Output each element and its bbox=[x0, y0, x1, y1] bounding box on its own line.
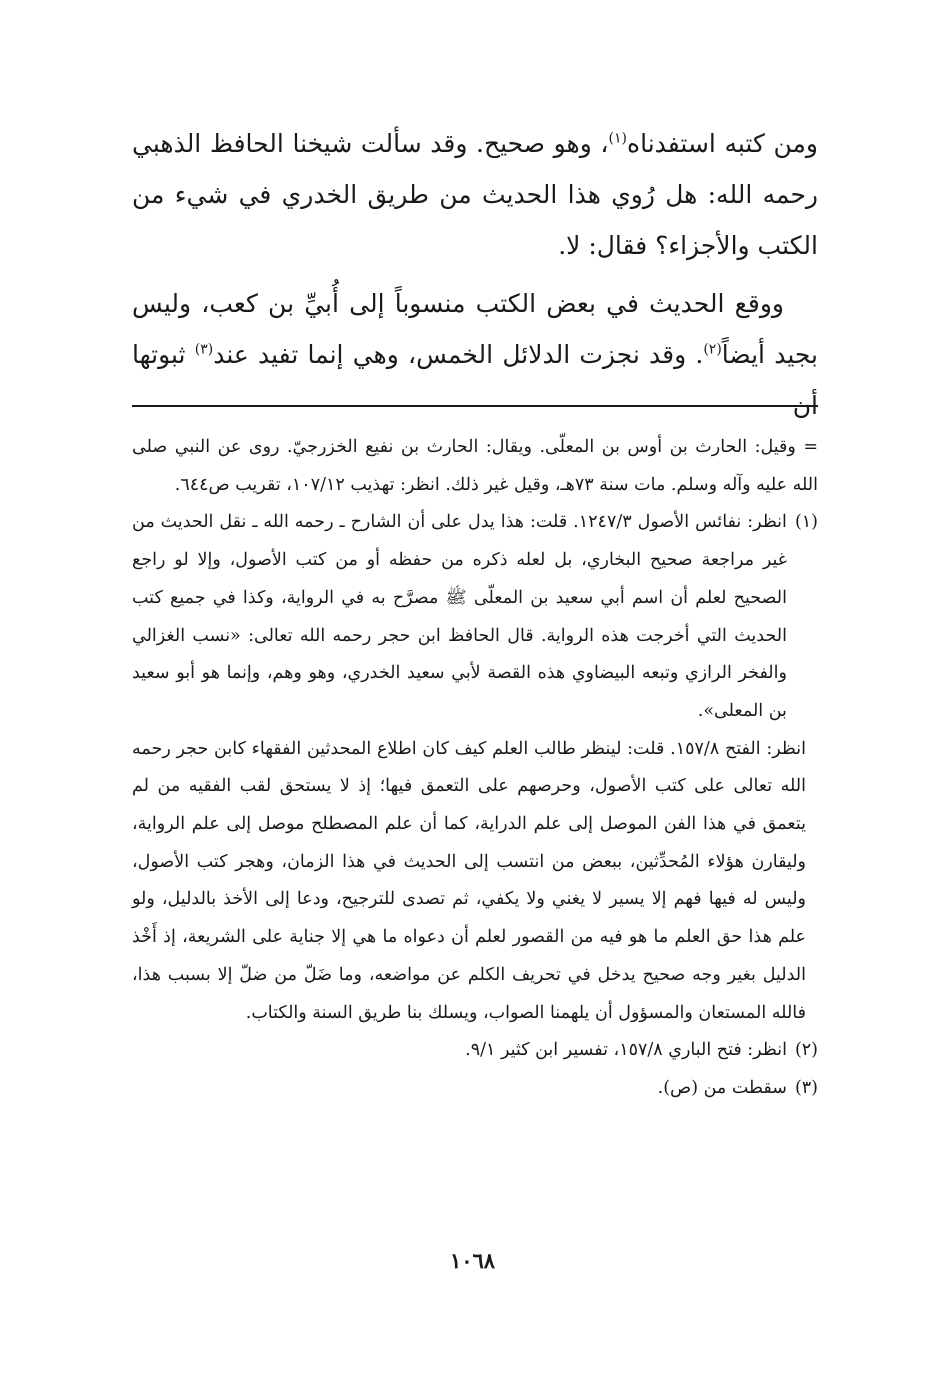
main-p2-text-a: ووقع الحديث في بعض الكتب منسوباً إلى أُبيِّ بن كعب، وليس بجيد أيضاً bbox=[132, 289, 818, 369]
footnote-1 bbox=[132, 504, 818, 730]
main-p1-text-b: ، وهو صحيح. وقد سألت شيخنا الحافظ الذهبي رحمه الله: هل رُوي هذا الحديث من طريق الخدري في شيء من الكتب والأجزاء؟ فقال: لا. bbox=[132, 129, 818, 260]
footnote-separator bbox=[132, 405, 818, 407]
footnote-3-text: سقطت من (ص). bbox=[657, 1077, 787, 1098]
footnote-2 bbox=[132, 1032, 818, 1070]
footnote-ref-2: (٢) bbox=[703, 341, 722, 358]
footnote-2-number: (٢) bbox=[794, 1040, 818, 1061]
main-text bbox=[132, 118, 818, 438]
main-p2-text-c: ثبوتها أن bbox=[132, 340, 818, 420]
footnote-continuation: = وقيل: الحارث بن أوس بن المعلّى. ويقال: الحارث بن نفيع الخزرجيّ. روى عن النبي صلى الله عليه وآله وسلم. مات سنة ٧٣هـ، وقيل غير ذلك. انظر: تهذيب ١٠٧/١٢، تقريب ص٦٤٤. bbox=[132, 437, 818, 495]
main-p2-text-b: . وقد نجزت الدلائل الخمس، وهي إنما تفيد عند bbox=[213, 340, 704, 369]
footnote-ref-1: (١) bbox=[608, 130, 627, 147]
footnote-1-extra: انظر: الفتح ١٥٧/٨. قلت: لينظر طالب العلم كيف كان اطلاع المحدثين الفقهاء كابن حجر رحمه الله تعالى على كتب الأصول، وحرصهم على التعمق فيها؛ إذ لا يستحق لقب الفقيه من لم يتعمق في هذا الفن الموصل إلى علم الدراية، كما أن علم المصطلح موصل إلى علم الرواية، وليقارن هؤلاء المُحدِّثين، ببعض من انتسب إلى الحديث في هذا الزمان، وهجر كتب الأصول، وليس له فيها فهم إلا يسير لا يغني ولا يكفي، ثم تصدى للترجيح، ودعا إلى الأخذ بالدليل، ولو علم هذا حق العلم ما هو فيه من القصور لعلم أن دعواه ما هي إلا جناية على الشريعة، إذ أَخْذ الدليل بغير وجه صحيح يدخل في تحريف الكلم عن مواضعه، وما ضَلّ من ضلّ إلا بسبب هذا، فالله المستعان والمسؤول أن يلهمنا الصواب، ويسلك بنا طريق السنة والكتاب. bbox=[132, 738, 806, 1023]
footnote-3 bbox=[132, 1070, 818, 1108]
main-paragraph-2 bbox=[132, 278, 818, 431]
main-paragraph-1 bbox=[132, 118, 818, 271]
footnote-2-text: انظر: فتح الباري ١٥٧/٨، تفسير ابن كثير ٩/١. bbox=[465, 1040, 787, 1061]
footnotes-section bbox=[132, 429, 818, 1108]
footnote-ref-3: (٣) bbox=[194, 341, 214, 358]
page-number: ١٠٦٨ bbox=[449, 1248, 496, 1273]
footnote-3-number: (٣) bbox=[794, 1077, 818, 1098]
footnote-1-number: (١) bbox=[794, 512, 818, 533]
main-p1-text-a: ومن كتبه استفدناه bbox=[626, 129, 818, 158]
footnote-1-text: انظر: نفائس الأصول ١٢٤٧/٣. قلت: هذا يدل على أن الشارح ـ رحمه الله ـ نقل الحديث من غير مراجعة صحيح البخاري، بل لعله ذكره من حفظه أو من كتب الأصول، وإلا لو راجع الصحيح لعلم أن اسم أبي سعيد بن المعلّى ﷺ مصرَّح به في الرواية، وكذا في جميع كتب الحديث التي أخرجت هذه الرواية. قال الحافظ ابن حجر رحمه الله تعالى: «نسب الغزالي والفخر الرازي وتبعه البيضاوي هذه القصة لأبي سعيد الخدري، وهو وهم، وإنما هو أبو سعيد بن المعلى». bbox=[132, 512, 787, 721]
